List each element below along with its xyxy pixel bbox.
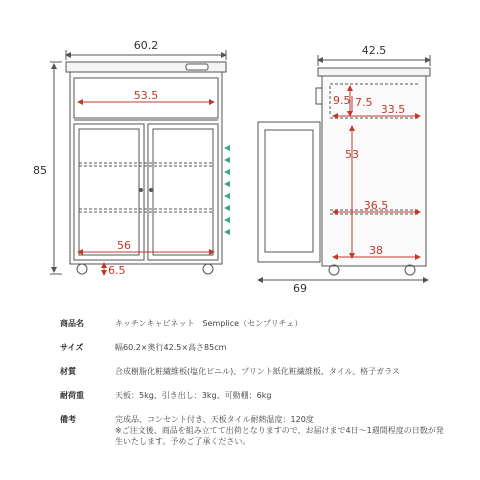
front-height-label: 85 bbox=[33, 164, 47, 177]
spec-value-line: 幅60.2×奥行42.5×高さ85cm bbox=[115, 343, 227, 352]
spec-row bbox=[60, 414, 460, 447]
spec-value bbox=[115, 390, 460, 401]
front-wheel-right bbox=[203, 264, 213, 274]
open-depth-dimension bbox=[258, 280, 428, 295]
spec-label: サイズ bbox=[60, 343, 84, 352]
drawer-height-label: 9.5 bbox=[333, 94, 351, 107]
spec-label: 耐荷重 bbox=[60, 391, 84, 400]
spec-value-line: 合成樹脂化粧繊維板(塩化ビニル)、プリント紙化粧繊維板、タイル、格子ガラス bbox=[115, 367, 400, 376]
spec-value bbox=[115, 366, 460, 377]
front-height-dimension bbox=[33, 62, 62, 274]
front-width-dimension bbox=[66, 39, 226, 60]
bottom-depth-label: 38 bbox=[369, 244, 383, 257]
door-inner-width-label: 56 bbox=[117, 239, 131, 252]
cabinet-height-label: 53 bbox=[345, 148, 359, 161]
shelf-depth-label: 36.5 bbox=[363, 199, 389, 212]
spec-value-line: キッチンキャビネット Semplice（センプリチェ） bbox=[115, 319, 303, 328]
spec-row bbox=[60, 366, 460, 377]
side-depth-dimension bbox=[318, 44, 430, 66]
front-wheel-left bbox=[77, 264, 87, 274]
drawer-offset-label: 7.5 bbox=[355, 96, 373, 109]
spec-value-line: 天板：5kg、引き出し：3kg、可動棚：6kg bbox=[115, 391, 272, 400]
spec-label: 商品名 bbox=[60, 319, 84, 328]
spec-label: 材質 bbox=[60, 367, 76, 376]
drawer-depth-label: 33.5 bbox=[380, 103, 406, 116]
side-top-board bbox=[318, 68, 430, 76]
spec-value bbox=[115, 342, 460, 353]
right-door bbox=[148, 124, 218, 260]
spec-label: 備考 bbox=[60, 415, 76, 424]
spec-value-line: 生いたします。予めご了承ください。 bbox=[115, 437, 251, 446]
open-door bbox=[258, 122, 320, 262]
spec-row bbox=[60, 390, 460, 401]
front-width-label: 60.2 bbox=[133, 39, 159, 52]
spec-row bbox=[60, 342, 460, 353]
spec-row bbox=[60, 318, 460, 329]
spec-value bbox=[115, 414, 460, 447]
outlet bbox=[186, 64, 208, 70]
right-knob bbox=[150, 189, 153, 192]
open-depth-label: 69 bbox=[293, 282, 307, 295]
shelf-position-arrows bbox=[224, 145, 230, 235]
spec-value-line: ※ご注文後、商品を組み立てて出荷となりますので、お届けまで4日〜1週間程度の日数が発 bbox=[115, 426, 444, 435]
floor-clearance-dimension bbox=[104, 263, 126, 277]
left-door bbox=[74, 124, 144, 260]
side-depth-label: 42.5 bbox=[361, 44, 387, 57]
drawer-inner-width-label: 53.5 bbox=[133, 89, 159, 102]
floor-clearance-label: 6.5 bbox=[108, 264, 126, 277]
left-knob bbox=[140, 189, 143, 192]
spec-value-line: 完成品、コンセント付き、天板タイル耐熱温度：120度 bbox=[115, 415, 314, 424]
spec-value bbox=[115, 318, 460, 329]
